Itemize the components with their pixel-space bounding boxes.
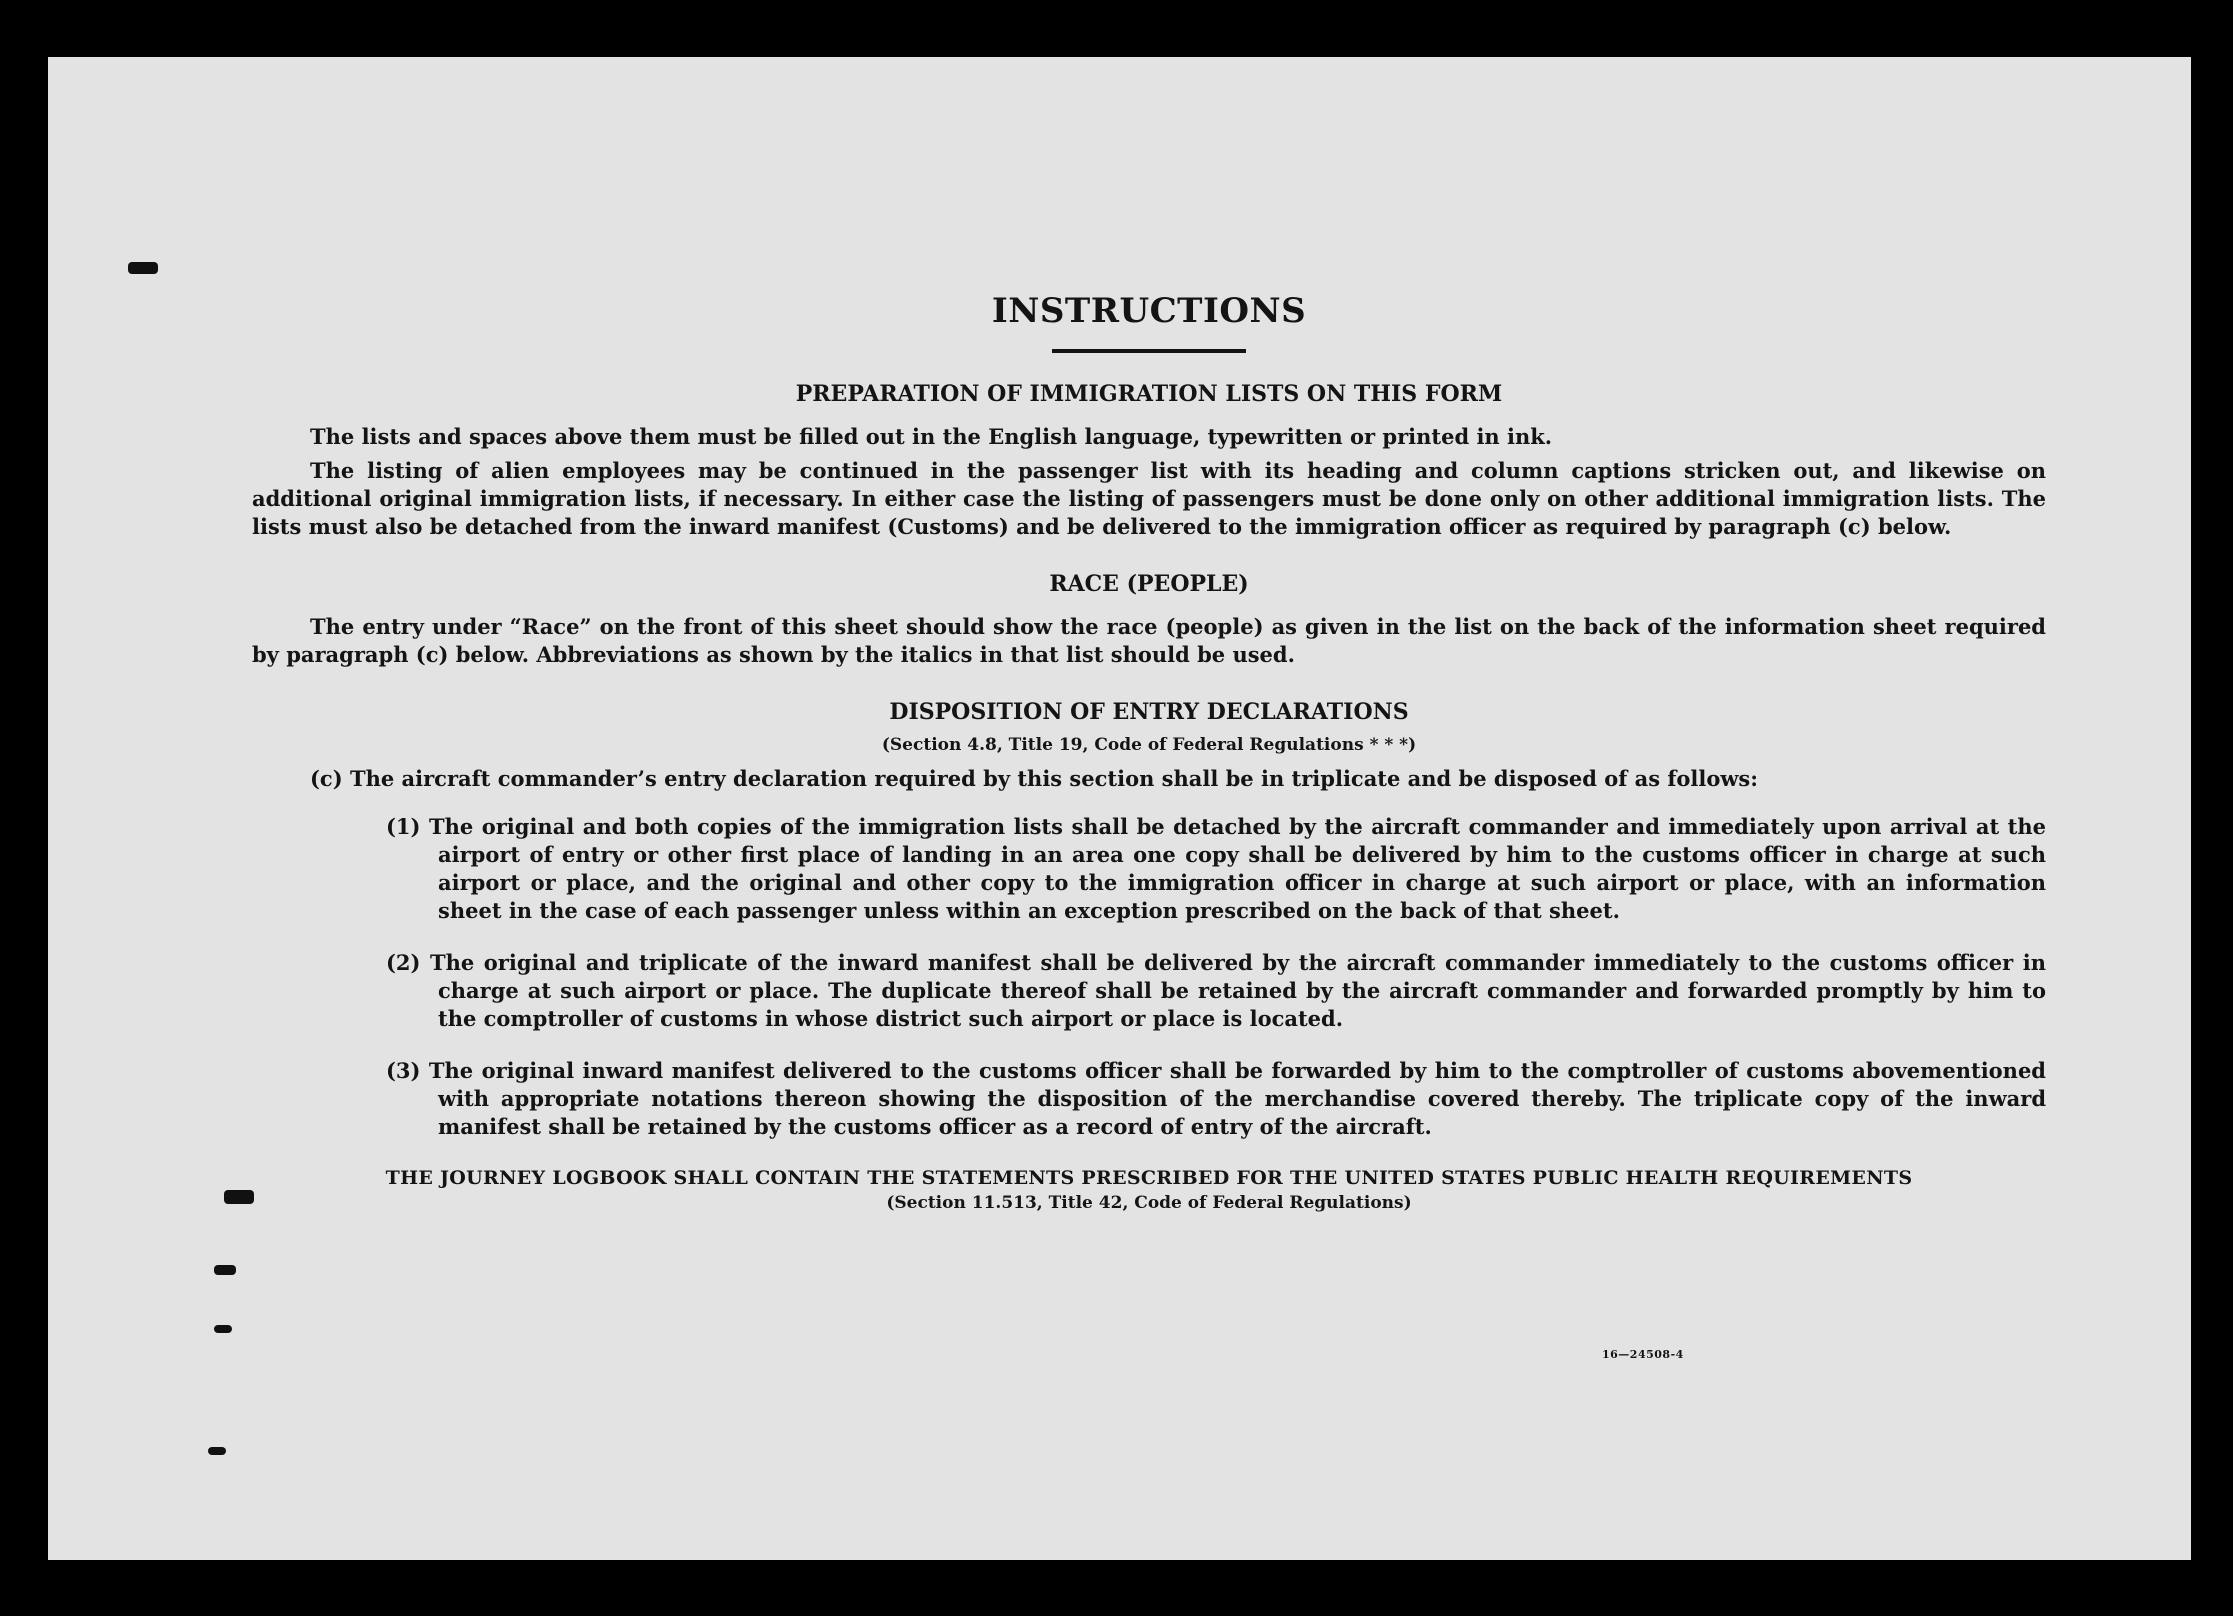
disposition-heading: DISPOSITION OF ENTRY DECLARATIONS bbox=[889, 699, 1409, 725]
form-number: 16—24508-4 bbox=[1602, 1348, 1684, 1361]
bleed-through-text bbox=[178, 167, 186, 193]
scan-mark bbox=[128, 262, 158, 274]
instructions-body bbox=[252, 289, 2046, 1215]
footer bbox=[252, 1165, 2046, 1215]
footer-citation: (Section 11.513, Title 42, Code of Federal Regulations) bbox=[886, 1193, 1412, 1213]
preparation-heading: PREPARATION OF IMMIGRATION LISTS ON THIS FORM bbox=[795, 381, 1503, 407]
preparation-paragraph-2: The listing of alien employees may be continued in the passenger list with its heading and column captions stricken out, and likewise on additional original immigration lists, if necessary. In either case the listing of passengers must be done only on other additional immigration lists. The lists must also be detached from the inward manifest (Customs) and be delivered to the immigration officer as required by paragraph (c) below. bbox=[252, 458, 2046, 539]
scan-mark bbox=[214, 1265, 236, 1275]
title-underline bbox=[1052, 349, 1246, 353]
disposition-item-3: (3) The original inward manifest delivered to the customs officer shall be forwarded by him to the comptroller of customs abovementioned with appropriate notations thereon showing the disposition of the merchandise covered thereby. The triplicate copy of the inward manifest shall be retained by the customs officer as a record of entry of the aircraft. bbox=[386, 1058, 2046, 1139]
disposition-intro: (c) The aircraft commander’s entry declaration required by this section shall be in triplicate and be disposed of as follows: bbox=[310, 766, 1759, 791]
document-title: INSTRUCTIONS bbox=[991, 291, 1307, 331]
disposition-citation: (Section 4.8, Title 19, Code of Federal Regulations * * *) bbox=[881, 735, 1417, 755]
race-paragraph: The entry under “Race” on the front of this sheet should show the race (people) as given in the list on the back of the information sheet required by paragraph (c) below. Abbreviations as shown by the italics in that list should be used. bbox=[252, 614, 2046, 667]
disposition-item-1: (1) The original and both copies of the immigration lists shall be detached by the aircraft commander and immediately upon arrival at the airport of entry or other first place of landing in an area one copy shall be delivered by him to the customs officer in charge at such airport or place, and the original and other copy to the immigration officer in charge at such airport or place, with an information sheet in the case of each passenger unless within an exception prescribed on the back of that sheet. bbox=[386, 814, 2046, 923]
document-page bbox=[48, 57, 2191, 1560]
scan-mark bbox=[208, 1447, 226, 1455]
footer-statement: THE JOURNEY LOGBOOK SHALL CONTAIN THE STATEMENTS PRESCRIBED FOR THE UNITED STATES PUBLIC HEALTH REQUIREMENTS bbox=[385, 1167, 1913, 1189]
preparation-paragraph-1: The lists and spaces above them must be filled out in the English language, typewritten or printed in ink. bbox=[310, 424, 1553, 449]
race-heading: RACE (PEOPLE) bbox=[1049, 571, 1249, 597]
scan-mark bbox=[224, 1190, 254, 1204]
disposition-item-2: (2) The original and triplicate of the inward manifest shall be delivered by the aircraft commander immediately to the customs officer in charge at such airport or place. The duplicate thereof shall be retained by the aircraft commander and forwarded promptly by him to the comptroller of customs in whose district such airport or place is located. bbox=[386, 950, 2046, 1031]
scan-mark bbox=[214, 1325, 232, 1333]
